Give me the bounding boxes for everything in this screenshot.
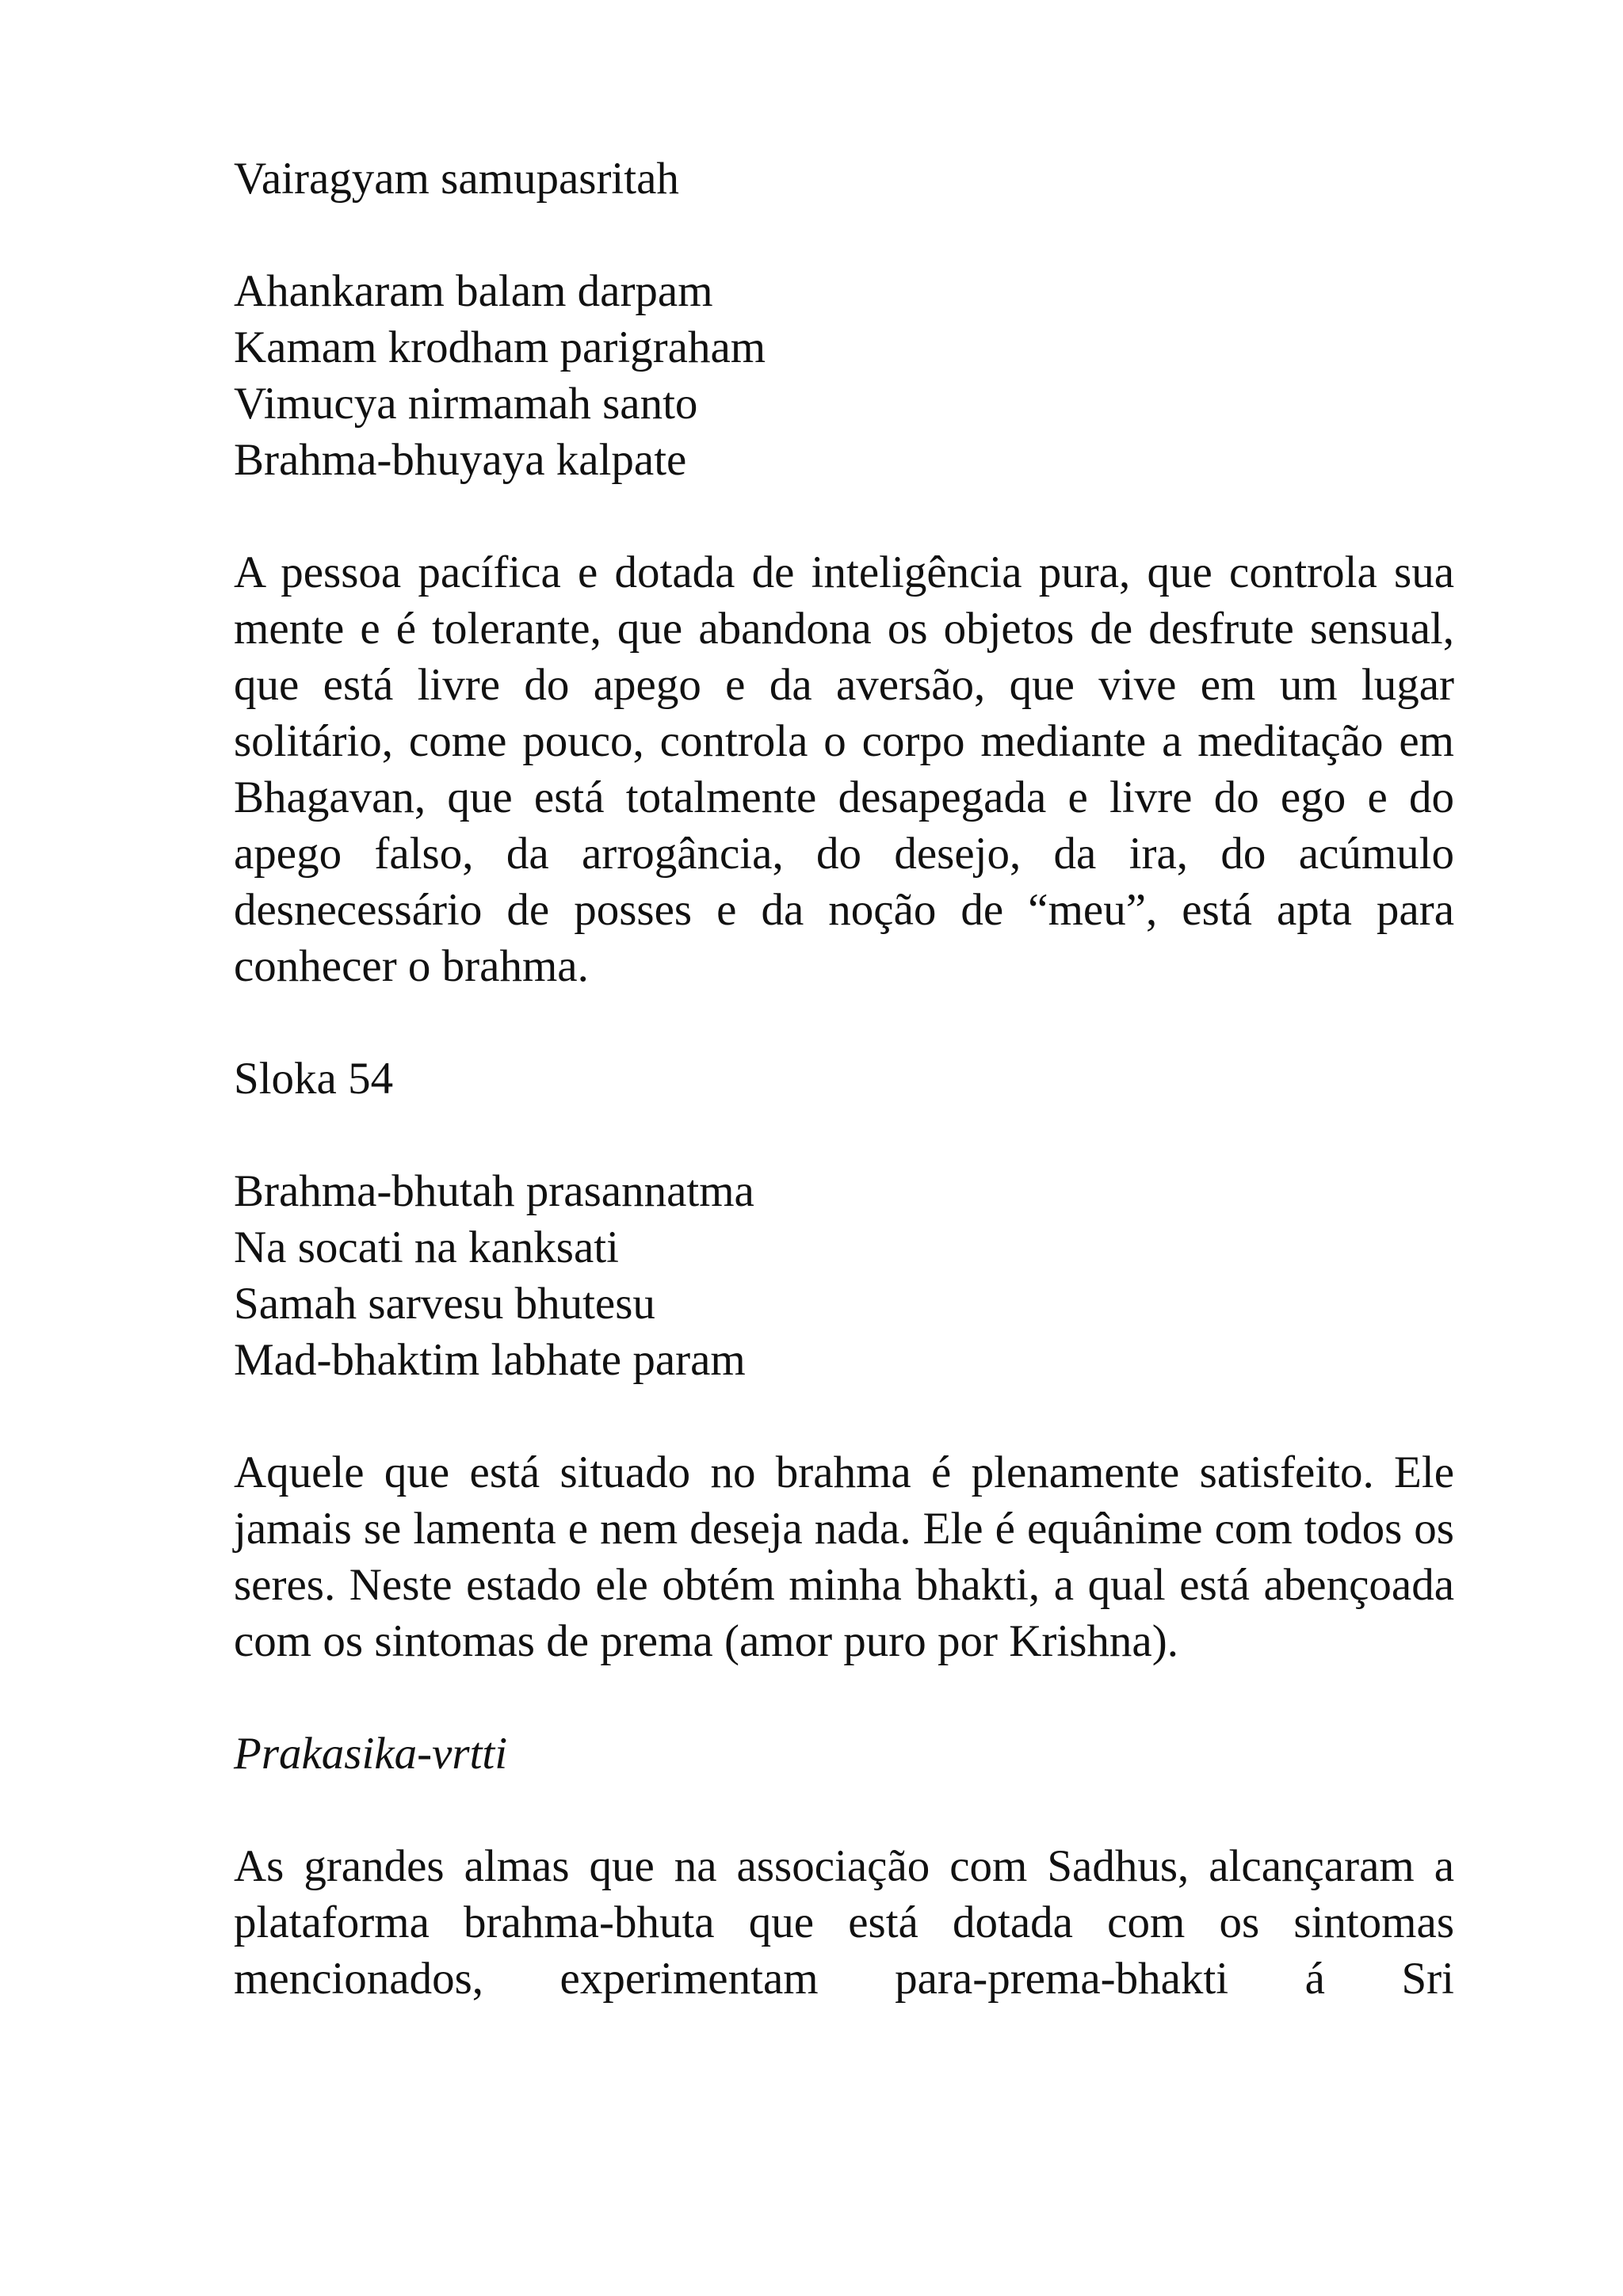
- spacer: [234, 1782, 1454, 1838]
- spacer: [234, 1107, 1454, 1163]
- spacer: [234, 207, 1454, 263]
- translation-paragraph: A pessoa pacífica e dotada de inteligência pura, que controla sua mente e é tolerante, que abandona os objetos de desfrute sensual, que está livre do apego e da aversão, que vive em um lugar solitário, come pouco, controla o corpo mediante a meditação em Bhagavan, que está totalmente desapegada e livre do ego e do apego falso, da arrogância, do desejo, da ira, do acúmulo desnecessário de posses e da noção de “meu”, está apta para conhecer o brahma.: [234, 547, 1454, 991]
- sloka-heading: Sloka 54: [234, 1054, 394, 1104]
- verse-line: Na socati na kanksati: [234, 1222, 619, 1272]
- translation-paragraph: Aquele que está situado no brahma é plenamente satisfeito. Ele jamais se lamenta e nem deseja nada. Ele é equânime com todos os seres. Neste estado ele obtém minha bhakti, a qual está abençoada com os sintomas de prema (amor puro por Krishna).: [234, 1447, 1454, 1666]
- verse-line: Samah sarvesu bhutesu: [234, 1279, 655, 1329]
- verse-54: [234, 1163, 1454, 1388]
- verse-line: Vairagyam samupasritah: [234, 154, 679, 204]
- spacer: [234, 994, 1454, 1051]
- verse-line: Kamam krodham parigraham: [234, 322, 766, 372]
- commentary-paragraph: As grandes almas que na associação com Sadhus, alcançaram a plataforma brahma-bhuta que está dotada com os sintomas mencionados, experimentam para-prema-bhakti á Sri: [234, 1841, 1454, 2004]
- commentary-heading: Prakasika-vrtti: [234, 1729, 508, 1779]
- verse-line: Brahma-bhuyaya kalpate: [234, 435, 687, 485]
- verse-line: Vimucya nirmamah santo: [234, 379, 698, 429]
- spacer: [234, 1669, 1454, 1726]
- document-page: [234, 151, 1454, 2007]
- verse-fragment: [234, 151, 1454, 207]
- verse-line: Brahma-bhutah prasannatma: [234, 1166, 754, 1216]
- verse-line: Mad-bhaktim labhate param: [234, 1335, 746, 1385]
- verse-53-second-half: [234, 263, 1454, 488]
- spacer: [234, 1388, 1454, 1444]
- spacer: [234, 488, 1454, 544]
- verse-line: Ahankaram balam darpam: [234, 266, 713, 316]
